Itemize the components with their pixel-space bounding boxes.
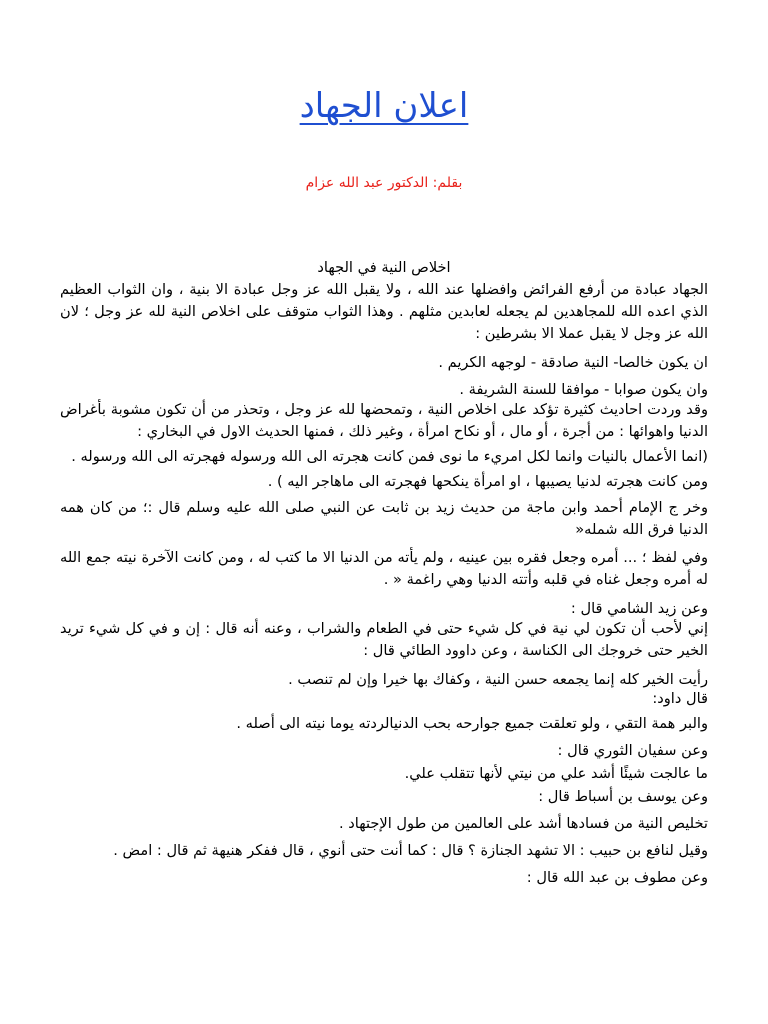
paragraph: وخر ج الإمام أحمد وابن ماجة من حديث زيد بن ثابت عن النبي صلى الله عليه وسلم قال :؛ من كان همه الدنيا فرق الله شمله«: [60, 499, 708, 538]
author-line: بقلم: الدكتور عبد الله عزام: [305, 175, 463, 191]
paragraph: الجهاد عبادة من أرفع الفرائض وافضلها عند الله ، ولا يقبل الله عز وجل عبادة الا بنية ، وان الثواب العظيم الذي اعده الله للمجاهدين لم يجعله لعابدين مثلهم . وهذا الثواب متوقف على اخلاص النية لله عز وجل ؛ لان الله عز وجل لا يقبل عملا الا بشرطين :: [60, 281, 708, 342]
paragraph: وفي لفظ ؛ ... أمره وجعل فقره بين عينيه ، ولم يأته من الدنيا الا ما كتب له ، ومن كانت الآخرة نيته جمع الله له أمره وجعل غناه في قلبه وأتته الدنيا وهي راغمة « .: [60, 549, 708, 588]
paragraph: وعن مطوف بن عبد الله قال :: [526, 869, 708, 886]
paragraph: وقد وردت احاديث كثيرة تؤكد على اخلاص النية ، وتمحضها لله عز وجل ، وتحذر من أن تكون مشوبة بأغراض الدنيا واهوائها : من أجرة ، أو مال ، أو نكاح امرأة ، وغير ذلك ، فمنها الحديث الاول في البخاري :: [60, 401, 708, 440]
section-heading: اخلاص النية في الجهاد: [317, 259, 451, 276]
document-body: [60, 258, 708, 887]
paragraph: ان يكون خالصا- النية صادقة - لوجهه الكريم .: [438, 354, 708, 371]
document-title: اعلان الجهاد: [299, 86, 469, 126]
paragraph: وعن يوسف بن أسباط قال :: [538, 788, 708, 805]
paragraph: ومن كانت هجرته لدنيا يصيبها ، او امرأة ينكحها فهجرته الى ماهاجر اليه ) .: [267, 473, 708, 490]
paragraph: وقيل لنافع بن حبيب : الا تشهد الجنازة ؟ قال : كما أنت حتى أنوي ، قال ففكر هنيهة ثم قال : امض .: [113, 842, 708, 859]
paragraph: وان يكون صوابا - موافقا للسنة الشريفة .: [459, 381, 708, 398]
paragraph: تخليص النية من فسادها أشد على العالمين من طول الإجتهاد .: [339, 815, 708, 832]
paragraph: إني لأحب أن تكون لي نية في كل شيء حتى في الطعام والشراب ، وعنه أنه قال : إن و في كل شيء تريد الخير حتى خروجك الى الكناسة ، وعن داوود الطائي قال :: [60, 620, 708, 659]
paragraph: والبر همة التقي ، ولو تعلقت جميع جوارحه بحب الدنيالردته يوما نيته الى أصله .: [236, 715, 708, 732]
paragraph: ما عالجت شيئًا أشد علي من نيتي لأنها تتقلب علي.: [404, 765, 708, 782]
paragraph: وعن زيد الشامي قال :: [570, 600, 708, 617]
paragraph: وعن سفيان الثوري قال :: [557, 742, 708, 759]
paragraph: قال داود:: [652, 690, 708, 707]
paragraph: (انما الأعمال بالنيات وانما لكل امريء ما نوى فمن كانت هجرته الى الله ورسوله فهجرته الى الله ورسوله .: [71, 448, 708, 465]
paragraph: رأيت الخير كله إنما يجمعه حسن النية ، وكفاك بها خيرا وإن لم تنصب .: [288, 671, 708, 688]
